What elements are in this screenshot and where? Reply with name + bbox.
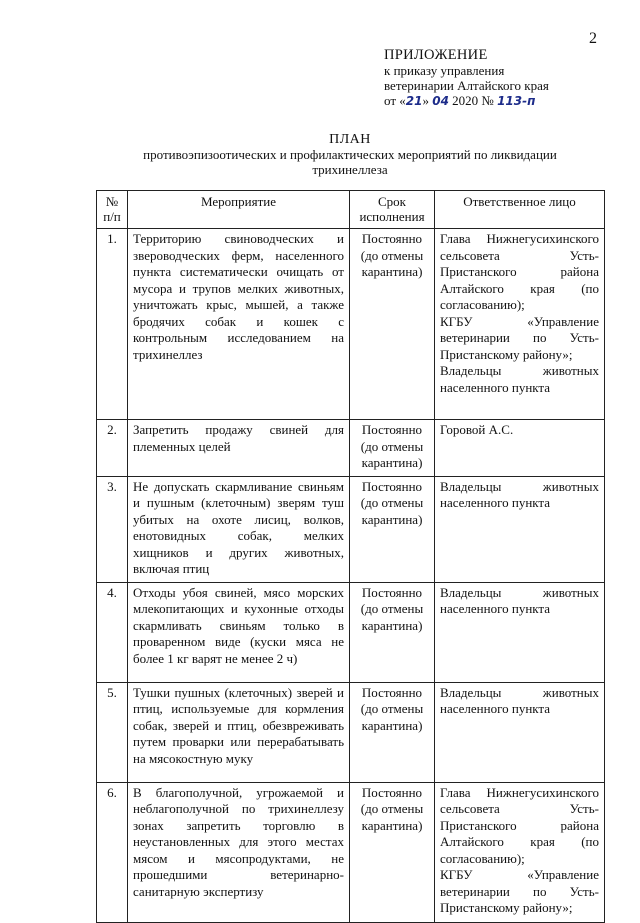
- annex-block: [384, 48, 549, 109]
- row-measure: Территорию свиноводческих и звероводческих ферм, населенного пункта систематически очищать от мусора и трупов мелких животных, уничтожать крыс, мышей, а также бродячих собак и кошек с контрольным исследованием на трихинеллез: [128, 229, 350, 420]
- row-num: 1.: [97, 229, 128, 420]
- responsible-line: Владельцы животных населенного пункта: [440, 684, 599, 716]
- row-responsible: [435, 229, 605, 420]
- responsible-line: Владельцы животных населенного пункта: [440, 584, 599, 616]
- annex-date-line: [384, 93, 549, 109]
- responsible-line: КГБУ «Управление ветеринарии по Усть-Пристанскому району»;: [440, 313, 599, 362]
- plan-heading: ПЛАН: [329, 132, 371, 147]
- annex-line-1: к приказу управления: [384, 63, 505, 78]
- responsible-line: Глава Нижнегусихинского сельсовета Усть-Пристанского района Алтайского края (по согласованию);: [440, 231, 599, 312]
- annex-line-2: ветеринарии Алтайского края: [384, 78, 549, 93]
- header-responsible: Ответственное лицо: [435, 191, 605, 229]
- table-row: [97, 476, 605, 582]
- responsible-line: Глава Нижнегусихинского сельсовета Усть-Пристанского района Алтайского края (по согласованию);: [440, 784, 599, 866]
- row-responsible: [435, 582, 605, 682]
- table-header-row: [97, 191, 605, 229]
- handwritten-day: 21: [405, 94, 423, 108]
- header-measure: Мероприятие: [128, 191, 350, 229]
- responsible-line: Владельцы животных населенного пункта: [440, 363, 599, 395]
- row-num: 4.: [97, 582, 128, 682]
- handwritten-order-number: 113-п: [497, 94, 536, 108]
- row-num: 6.: [97, 782, 128, 922]
- row-measure: Тушки пушных (клеточных) зверей и птиц, используемые для кормления собак, зверей и птиц, обезвреживать путем проварки или перерабатывать на мясокостную муку: [128, 682, 350, 782]
- row-term: Постоянно (до отмены карантина): [350, 229, 435, 420]
- row-num: 2.: [97, 420, 128, 477]
- row-term: Постоянно (до отмены карантина): [350, 420, 435, 477]
- plan-subtitle-1: противоэпизоотических и профилактических мероприятий по ликвидации: [143, 147, 557, 162]
- row-term: Постоянно (до отмены карантина): [350, 476, 435, 582]
- row-responsible: [435, 420, 605, 477]
- row-measure: Не допускать скармливание свиньям и пушным (клеточным) зверям туш убитых на охоте лисиц, волков, енотовидных собак, мелких хищников и других животных, включая птиц: [128, 476, 350, 582]
- table-row: [97, 682, 605, 782]
- header-num: № п/п: [97, 191, 128, 229]
- table-row: [97, 420, 605, 477]
- annex-title: ПРИЛОЖЕНИЕ: [384, 47, 488, 63]
- row-measure: В благополучной, угрожаемой и неблагополучной по трихинеллезу зонах запретить торговлю в неустановленных для этого местах мясом и мясопродуктами, не прошедшими ветеринарно-санитарную экспертизу: [128, 782, 350, 922]
- row-num: 5.: [97, 682, 128, 782]
- row-term: Постоянно (до отмены карантина): [350, 782, 435, 922]
- row-measure: Отходы убоя свиней, мясо морских млекопитающих и кухонные отходы скармливать свиньям только в проваренном виде (куски мяса не более 1 кг варят не менее 2 ч): [128, 582, 350, 682]
- table-row: [97, 582, 605, 682]
- plan-subtitle-2: трихинеллеза: [312, 162, 388, 177]
- row-responsible: [435, 682, 605, 782]
- row-responsible: [435, 782, 605, 922]
- year-number-label: 2020 №: [452, 93, 494, 108]
- responsible-line: Владельцы животных населенного пункта: [440, 478, 599, 510]
- row-term: Постоянно (до отмены карантина): [350, 582, 435, 682]
- handwritten-month: 04: [432, 94, 449, 108]
- row-term: Постоянно (до отмены карантина): [350, 682, 435, 782]
- row-num: 3.: [97, 476, 128, 582]
- document-title: [100, 132, 600, 177]
- row-responsible: [435, 476, 605, 582]
- page-number: 2: [589, 30, 597, 47]
- date-prefix: от «: [384, 93, 406, 108]
- table-row: [97, 782, 605, 922]
- row-measure: Запретить продажу свиней для племенных целей: [128, 420, 350, 477]
- responsible-line: Горовой А.С.: [440, 422, 514, 437]
- table-row: [97, 229, 605, 420]
- responsible-line: КГБУ «Управление ветеринарии по Усть-Пристанскому району»;: [440, 867, 599, 915]
- measures-table: [96, 190, 605, 923]
- date-mid: »: [422, 93, 429, 108]
- header-term: Срок исполнения: [350, 191, 435, 229]
